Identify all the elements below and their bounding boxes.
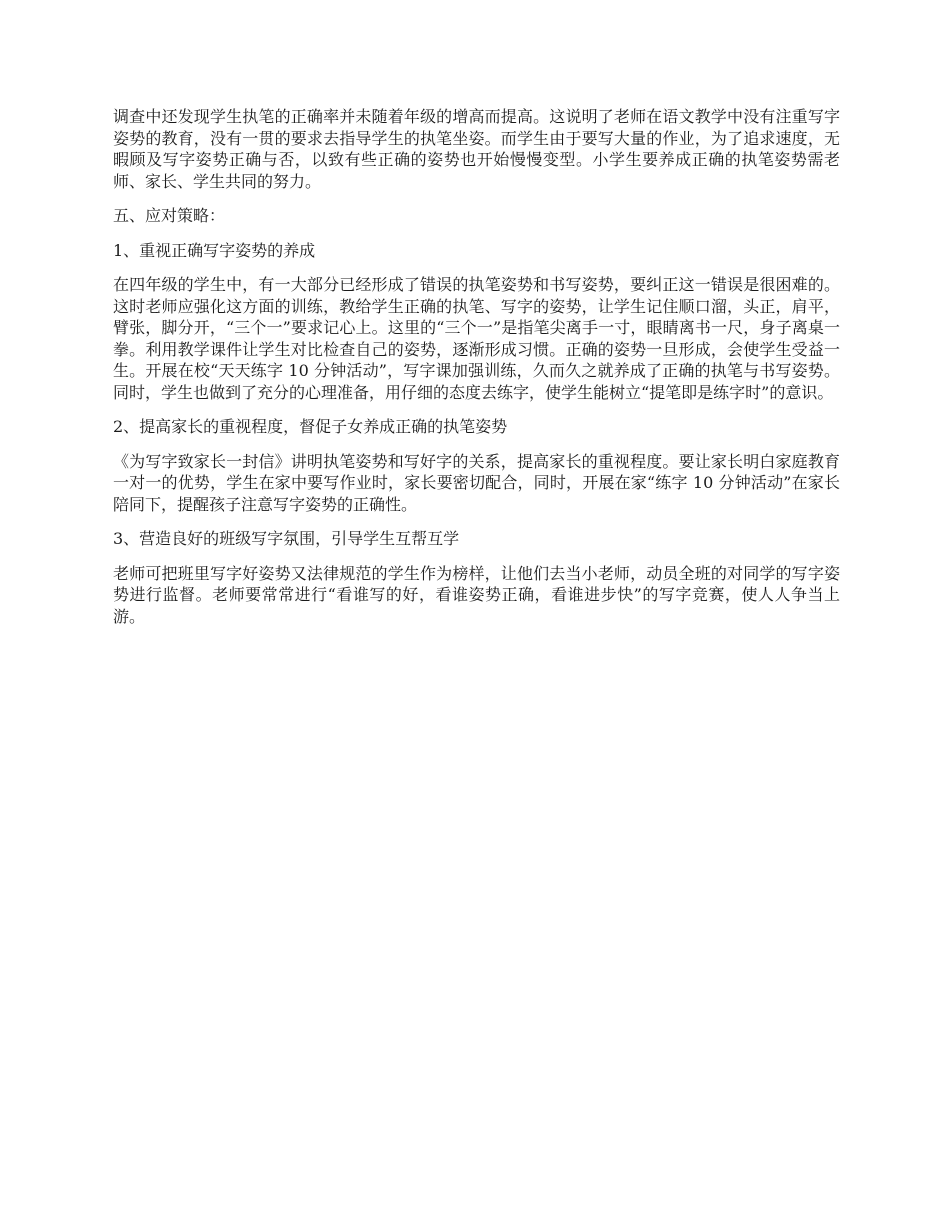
strategy-heading-2: 2、提高家长的重视程度，督促子女养成正确的执笔姿势 [113,417,508,436]
strategy-heading-3: 3、营造良好的班级写字氛围，引导学生互帮互学 [113,529,460,548]
strategy-paragraph-1: 在四年级的学生中，有一大部分已经形成了错误的执笔姿势和书写姿势，要纠正这一错误是很困难的。这时老师应强化这方面的训练，教给学生正确的执笔、写字的姿势，让学生记住顺口溜，头正，肩平，臂张，脚分开，“三个一”要求记心上。这里的“三个一”是指笔尖离手一寸，眼睛离书一尺，身子离桌一拳。利用教学课件让学生对比检查自己的姿势，逐渐形成习惯。正确的姿势一旦形成，会使学生受益一生。开展在校“天天练字 10 分钟活动”，写字课加强训练，久而久之就养成了正确的执笔与书写姿势。同时，学生也做到了充分的心理准备，用仔细的态度去练字，使学生能树立“提笔即是练字时”的意识。 [113,275,840,402]
document-page [113,106,840,640]
strategy-heading-1: 1、重视正确写字姿势的养成 [113,240,316,260]
strategy-paragraph-3: 老师可把班里写字好姿势又法律规范的学生作为榜样，让他们去当小老师，动员全班的对同学的写字姿势进行监督。老师要常常进行“看谁写的好，看谁姿势正确，看谁进步快”的写字竞赛，使人人争当上游。 [113,563,840,626]
paragraph-intro: 调查中还发现学生执笔的正确率并未随着年级的增高而提高。这说明了老师在语文教学中没有注重写字姿势的教育，没有一贯的要求去指导学生的执笔坐姿。而学生由于要写大量的作业，为了追求速度，无暇顾及写字姿势正确与否，以致有些正确的姿势也开始慢慢变型。小学生要养成正确的执笔姿势需老师、家长、学生共同的努力。 [113,107,840,191]
strategy-paragraph-2: 《为写字致家长一封信》讲明执笔姿势和写好字的关系，提高家长的重视程度。要让家长明白家庭教育一对一的优势，学生在家中要写作业时，家长要密切配合，同时，开展在家“练字 10 分钟活动”在家长陪同下，提醒孩子注意写字姿势的正确性。 [113,451,840,514]
section-title: 五、应对策略： [113,206,226,225]
